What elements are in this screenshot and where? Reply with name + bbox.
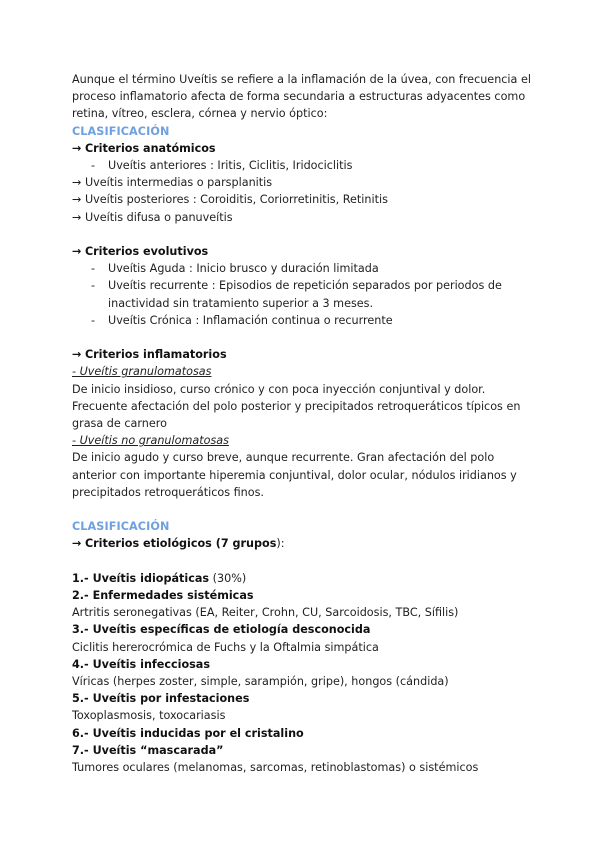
list-item-text: Uveítis difusa o panuveítis [84,210,233,224]
list-item-text: Uveítis Aguda : Inicio brusco y duración limitada [108,262,379,276]
dash-bullet: - [91,262,96,276]
arrow-symbol: → [72,537,82,551]
list-item-text: Uveítis posteriores : Coroiditis, Coriorretinitis, Retinitis [84,193,388,207]
section-heading-clasificacion-2: CLASIFICACIÓN [72,520,170,534]
list-item [72,260,542,277]
group-2-desc: Artritis seronegativas (EA, Reiter, Crohn, CU, Sarcoidosis, TBC, Sífilis) [72,606,459,620]
list-item [72,312,542,329]
list-item [72,209,542,226]
group-2-title: 2.- Enfermedades sistémicas [72,589,254,603]
criterios-anatomicos-label: Criterios anatómicos [84,141,216,155]
group-5-title: 5.- Uveítis por infestaciones [72,692,250,706]
no-granulomatosas-text: De inicio agudo y curso breve, aunque recurrente. Gran afectación del polo anterior con importante hiperemia conjuntival, dolor ocular, nódulos iridianos y precipitados retroqueráticos finos. [72,451,517,499]
group-title-text: 1.- Uveítis idiopáticas [72,571,210,585]
list-item-text: Uveítis intermedias o parsplanitis [84,176,273,190]
group-4-desc: Víricas (herpes zoster, simple, sarampión, gripe), hongos (cándida) [72,675,449,689]
arrow-symbol: → [72,348,82,362]
document-content [72,71,542,776]
no-granulomatosas-label: - Uveítis no granulomatosas [72,434,229,448]
spacer [72,226,542,243]
group-6-title: 6.- Uveítis inducidas por el cristalino [72,726,304,740]
evolutivos-bullet-list [72,260,542,329]
group-7-title: 7.- Uveítis “mascarada” [72,743,224,757]
group-5-desc: Toxoplasmosis, toxocariasis [72,709,226,723]
granulomatosas-label: - Uveítis granulomatosas [72,365,212,379]
arrow-symbol: → [72,245,82,259]
group-3-desc: Ciclitis hererocrómica de Fuchs y la Oftalmia simpática [72,640,379,654]
criterios-inflamatorios-title [72,346,542,363]
list-item [72,191,542,208]
group-extra: (30%) [209,571,247,585]
group-4-title: 4.- Uveítis infecciosas [72,657,211,671]
anatomicos-bullet-list [72,157,542,174]
criterios-etiologicos-label: Criterios etiológicos (7 grupos [84,537,277,551]
list-item-text: Uveítis recurrente : Episodios de repetición separados por periodos de inactividad sin tratamiento superior a 3 meses. [108,279,502,310]
list-item [72,174,542,191]
arrow-symbol: → [72,210,82,224]
list-item-text: Uveítis Crónica : Inflamación continua o recurrente [108,313,393,327]
arrow-symbol: → [72,141,82,155]
arrow-symbol: → [72,193,82,207]
group-7-desc: Tumores oculares (melanomas, sarcomas, retinoblastomas) o sistémicos [72,761,479,775]
group-3-title: 3.- Uveítis específicas de etiología desconocida [72,623,371,637]
list-item [72,157,542,174]
dash-bullet: - [91,313,96,327]
criterios-evolutivos-title [72,243,542,260]
spacer [72,553,542,570]
criterios-anatomicos-title [72,140,542,157]
criterios-etiologicos-title [72,535,542,552]
spacer [72,329,542,346]
intro-paragraph: Aunque el término Uveítis se refiere a la inflamación de la úvea, con frecuencia el proceso inflamatorio afecta de forma secundaria a estructuras adyacentes como retina, vítreo, esclera, córnea y nervio óptico: [72,73,531,121]
group-1-title [72,570,542,587]
spacer [72,501,542,518]
criterios-inflamatorios-label: Criterios inflamatorios [84,348,227,362]
section-heading-clasificacion: CLASIFICACIÓN [72,124,170,138]
list-item [72,277,542,311]
dash-bullet: - [91,279,96,293]
arrow-symbol: → [72,176,82,190]
criterios-evolutivos-label: Criterios evolutivos [84,245,209,259]
granulomatosas-text: De inicio insidioso, curso crónico y con poca inyección conjuntival y dolor. Frecuente afectación del polo posterior y precipitados retroqueráticos típicos en grasa de carnero [72,382,521,431]
list-item-text: Uveítis anteriores : Iritis, Ciclitis, Iridociclitis [108,159,353,173]
criterios-etiologicos-close: ): [276,537,285,551]
dash-bullet: - [91,159,96,173]
